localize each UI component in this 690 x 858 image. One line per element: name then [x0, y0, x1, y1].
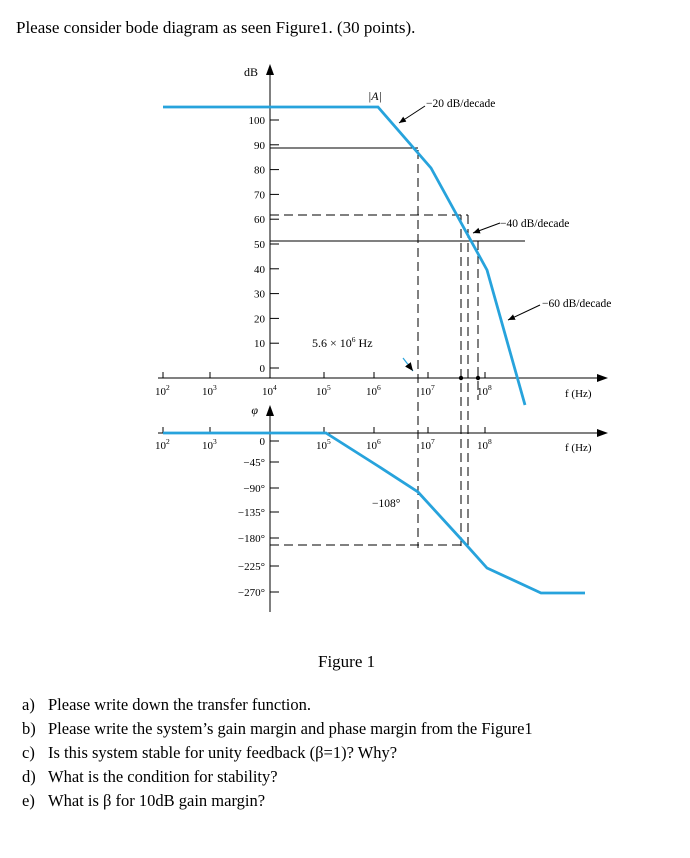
deg-tick-label: −90°: [243, 483, 265, 495]
slope-arrow-20: [399, 106, 425, 123]
mag-freq-tick-label: $10^8$: [477, 383, 492, 398]
crossover-dot-1: [459, 376, 463, 380]
part-item: [22, 789, 533, 813]
frequency-annotation: $5.6 \times 10^6$ Hz: [312, 335, 373, 350]
phase-annotation: −108°: [372, 498, 401, 510]
mag-freq-tick-label: $10^3$: [202, 383, 217, 398]
db-tick-label: 100: [248, 115, 265, 127]
question-heading: Please consider bode diagram as seen Figure1. (30 points).: [16, 18, 416, 37]
part-label: d): [22, 767, 36, 786]
mag-freq-tick-label: $10^5$: [316, 383, 331, 398]
mag-freq-tick-group: [155, 372, 492, 398]
deg-tick-label: −135°: [237, 507, 265, 519]
part-label: a): [22, 695, 35, 714]
phase-freq-tick-label: $10^3$: [202, 437, 217, 452]
phase-freq-tick-label: $10^5$: [316, 437, 331, 452]
db-tick-label: 80: [254, 164, 265, 177]
db-tick-group: [249, 115, 280, 375]
phase-freq-tick-label: $10^2$: [155, 437, 170, 452]
db-tick-label: 50: [254, 239, 265, 251]
deg-tick-label: −180°: [237, 533, 265, 545]
frequency-annotation-arrow: [403, 358, 413, 371]
phase-freq-tick-group: [155, 427, 492, 452]
db-tick-label: 70: [254, 189, 265, 202]
figure-caption: Figure 1: [318, 652, 376, 671]
deg-tick-group: [238, 436, 279, 599]
slope-label-40: −40 dB/decade: [500, 218, 570, 230]
crossover-dot-2: [476, 376, 480, 380]
mag-freq-tick-label: $10^2$: [155, 383, 170, 398]
phase-freq-tick-label: $10^7$: [420, 437, 435, 452]
question-parts: [22, 693, 533, 813]
deg-tick-label: −225°: [237, 561, 265, 573]
phase-curve: [163, 433, 585, 593]
db-tick-label: 20: [254, 313, 265, 326]
mag-freq-tick-label: $10^4$: [262, 383, 277, 398]
deg-tick-label: 0: [259, 436, 265, 448]
part-label: e): [22, 791, 35, 810]
db-tick-label: 0: [259, 363, 265, 375]
db-tick-label: 40: [254, 263, 265, 276]
part-text: What is β for 10dB gain margin?: [48, 791, 266, 810]
mag-x-arrow: [597, 374, 608, 382]
db-tick-label: 10: [254, 338, 265, 351]
slope-arrow-60: [508, 305, 540, 320]
mag-y-arrow: [266, 64, 274, 75]
part-item: [22, 717, 533, 741]
mag-freq-tick-label: $10^6$: [366, 383, 381, 398]
phase-x-label: f (Hz): [565, 442, 592, 454]
part-label: c): [22, 743, 35, 762]
phase-x-arrow: [597, 429, 608, 437]
magnitude-curve-label: |A|: [368, 89, 382, 103]
part-label: b): [22, 719, 36, 738]
slope-label-60: −60 dB/decade: [542, 298, 612, 310]
part-item: [22, 741, 533, 765]
part-text: Is this system stable for unity feedback (β=1)? Why?: [48, 743, 398, 762]
deg-tick-label: −270°: [237, 587, 265, 599]
part-item: [22, 693, 533, 717]
slope-arrow-40: [473, 223, 500, 233]
phase-y-arrow: [266, 405, 274, 416]
part-text: Please write the system’s gain margin and phase margin from the Figure1: [48, 719, 533, 738]
part-text: Please write down the transfer function.: [48, 695, 312, 714]
db-tick-label: 30: [254, 288, 265, 301]
db-tick-label: 90: [254, 139, 265, 152]
part-item: [22, 765, 533, 789]
deg-tick-label: −45°: [243, 457, 265, 469]
magnitude-curve: [163, 107, 525, 405]
db-tick-label: 60: [254, 214, 265, 227]
phase-axis-title: φ: [251, 403, 258, 417]
mag-freq-tick-label: $10^7$: [420, 383, 435, 398]
phase-freq-tick-label: $10^6$: [366, 437, 381, 452]
mag-axis-title: dB: [243, 65, 258, 79]
mag-x-label: f (Hz): [565, 388, 592, 400]
part-text: What is the condition for stability?: [48, 767, 278, 786]
phase-freq-tick-label: $10^8$: [477, 437, 492, 452]
slope-label-20: −20 dB/decade: [426, 98, 496, 110]
